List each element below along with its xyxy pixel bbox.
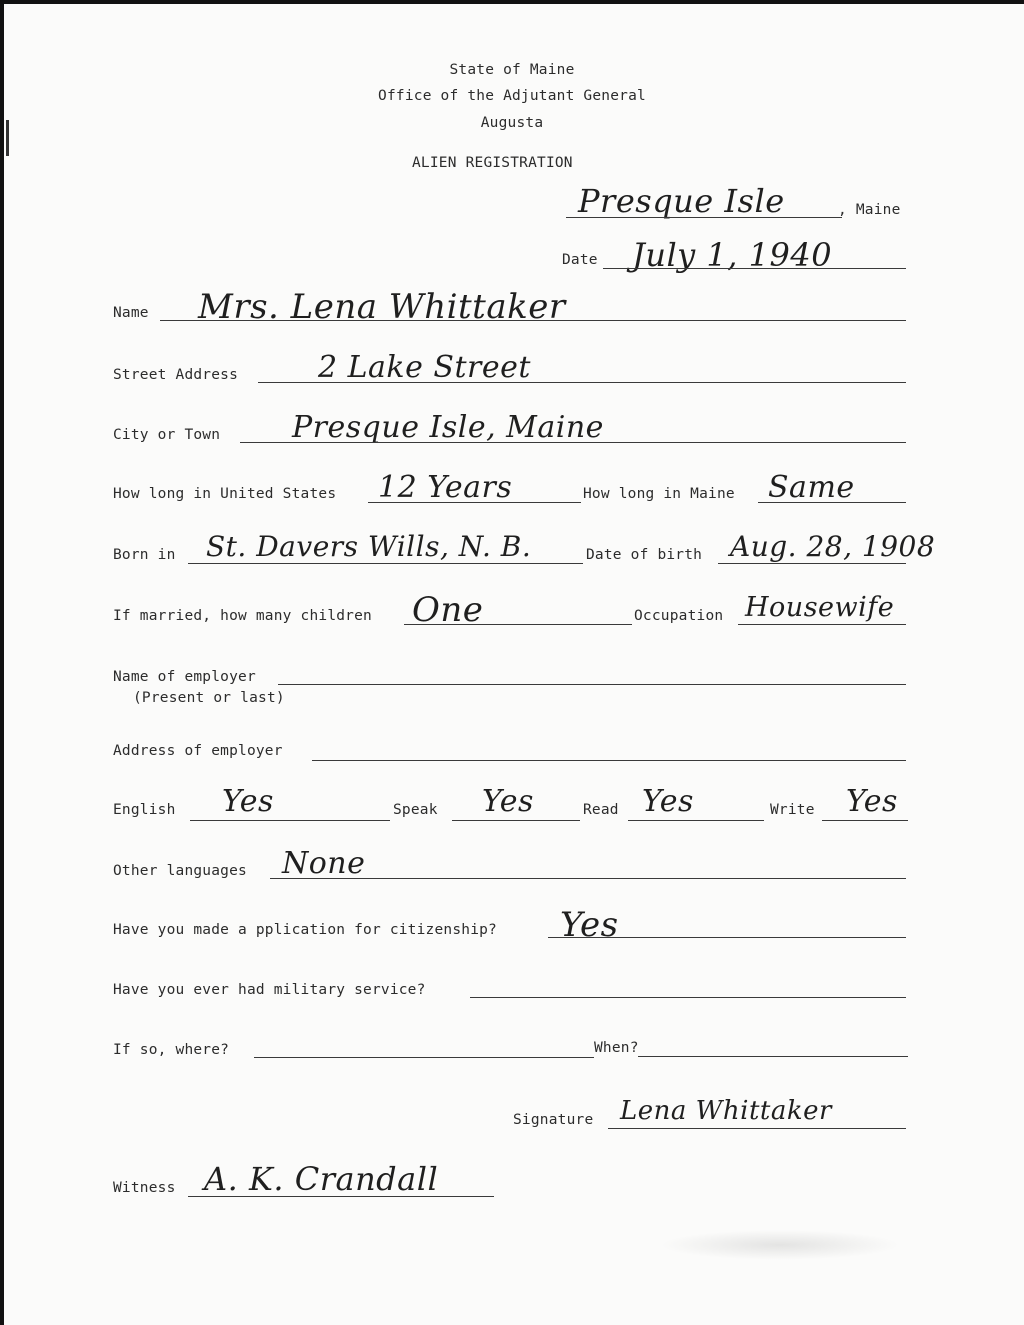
employer-line <box>278 684 906 685</box>
city-line <box>240 442 906 443</box>
other-languages-line <box>270 878 906 879</box>
children-value: One <box>412 590 484 630</box>
witness-line <box>188 1196 494 1197</box>
read-label: Read <box>583 802 619 818</box>
employer-sub-label: (Present or last) <box>133 690 285 706</box>
write-label: Write <box>770 802 815 818</box>
scan-border-left <box>0 0 4 1325</box>
how-long-maine-label: How long in Maine <box>583 486 735 502</box>
born-in-label: Born in <box>113 547 176 563</box>
header-office: Office of the Adjutant General <box>378 88 646 104</box>
read-line <box>628 820 764 821</box>
occupation-label: Occupation <box>634 608 724 624</box>
city-value: Presque Isle, Maine <box>292 410 604 445</box>
when-line <box>638 1056 908 1057</box>
how-long-maine-value: Same <box>768 470 855 505</box>
header-city: Augusta <box>480 115 544 131</box>
scan-border-top <box>0 0 1024 4</box>
how-long-maine-line <box>758 502 906 503</box>
write-value: Yes <box>846 784 898 819</box>
citizenship-line <box>548 937 906 938</box>
english-line <box>190 820 390 821</box>
occupation-value: Housewife <box>745 592 895 623</box>
when-label: When? <box>594 1040 639 1056</box>
speak-value: Yes <box>482 784 534 819</box>
other-languages-label: Other languages <box>113 863 247 879</box>
signature-label: Signature <box>513 1112 594 1128</box>
children-line <box>404 624 632 625</box>
date-of-birth-label: Date of birth <box>586 547 703 563</box>
place-line <box>566 217 842 218</box>
date-label: Date <box>562 252 598 268</box>
form-title: ALIEN REGISTRATION <box>412 155 573 171</box>
employer-label: Name of employer <box>113 669 256 685</box>
citizenship-label: Have you made a pplication for citizenship? <box>113 922 497 938</box>
street-line <box>258 382 906 383</box>
born-in-line <box>188 563 583 564</box>
city-label: City or Town <box>113 427 221 443</box>
street-label: Street Address <box>113 367 239 383</box>
name-label: Name <box>113 305 149 321</box>
date-value: July 1, 1940 <box>632 236 833 274</box>
speak-label: Speak <box>393 802 438 818</box>
employer-address-label: Address of employer <box>113 743 283 759</box>
name-line <box>160 320 906 321</box>
english-value: Yes <box>222 784 274 819</box>
born-in-value: St. Davers Wills, N. B. <box>206 530 532 563</box>
place-value: Presque Isle <box>578 182 785 220</box>
witness-label: Witness <box>113 1180 176 1196</box>
header-state: State of Maine <box>449 62 575 78</box>
read-value: Yes <box>642 784 694 819</box>
name-value: Mrs. Lena Whittaker <box>198 287 566 327</box>
date-of-birth-line <box>718 563 906 564</box>
street-value: 2 Lake Street <box>318 350 531 385</box>
signature-value: Lena Whittaker <box>620 1096 832 1126</box>
where-line <box>254 1057 594 1058</box>
children-label: If married, how many children <box>113 608 372 624</box>
faded-stamp-mark <box>660 1230 900 1260</box>
english-label: English <box>113 802 176 818</box>
how-long-us-line <box>368 502 581 503</box>
speak-line <box>452 820 580 821</box>
date-of-birth-value: Aug. 28, 1908 <box>730 530 936 563</box>
other-languages-value: None <box>282 846 366 881</box>
date-line <box>603 268 906 269</box>
signature-line <box>608 1128 906 1129</box>
employer-address-line <box>312 760 906 761</box>
citizenship-value: Yes <box>560 905 619 945</box>
where-label: If so, where? <box>113 1042 230 1058</box>
how-long-us-value: 12 Years <box>378 470 513 505</box>
military-line <box>470 997 906 998</box>
how-long-us-label: How long in United States <box>113 486 337 502</box>
write-line <box>822 820 908 821</box>
witness-value: A. K. Crandall <box>204 1160 439 1198</box>
military-label: Have you ever had military service? <box>113 982 426 998</box>
state-suffix-label: , Maine <box>838 202 901 218</box>
occupation-line <box>738 624 906 625</box>
